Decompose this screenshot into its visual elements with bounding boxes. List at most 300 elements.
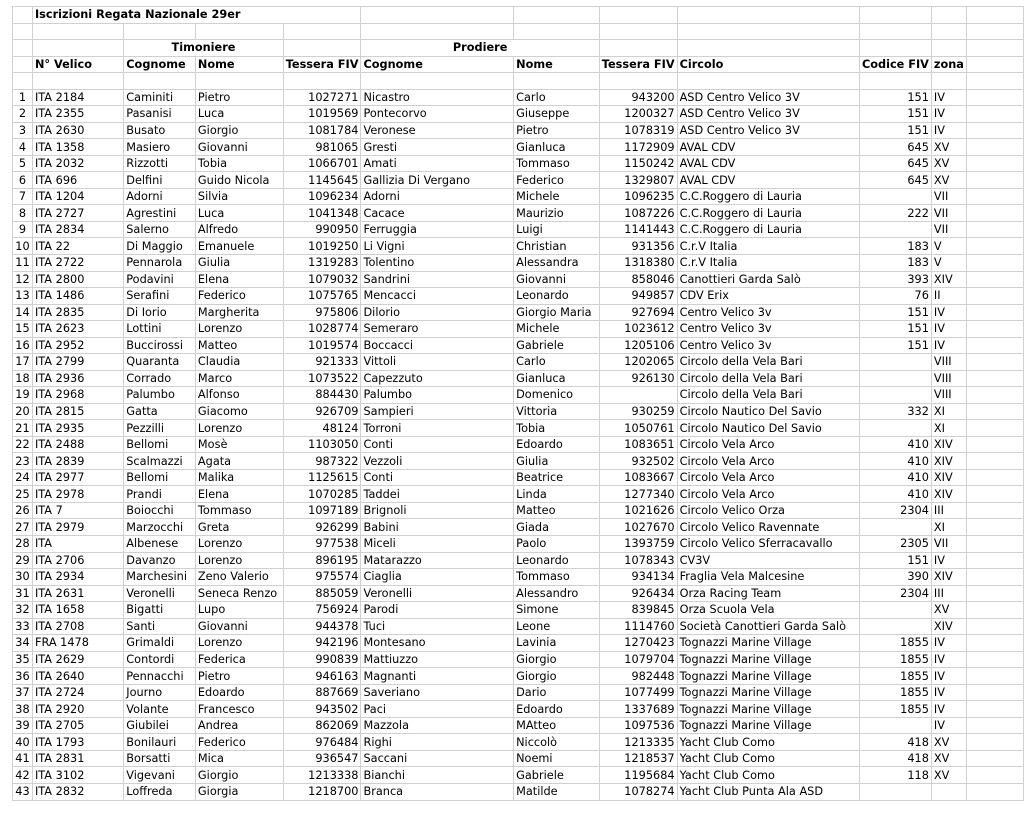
crew-card-cell[interactable]: 1078274: [599, 783, 677, 800]
crew-name-cell[interactable]: Gabriele: [514, 767, 600, 784]
crew-card-cell[interactable]: 1096235: [599, 188, 677, 205]
crew-surname-cell[interactable]: Brignoli: [361, 502, 514, 519]
cell[interactable]: [966, 238, 1023, 255]
cell[interactable]: [32, 73, 123, 90]
helmsman-surname-cell[interactable]: Quaranta: [124, 354, 196, 371]
club-cell[interactable]: Tognazzi Marine Village: [677, 684, 859, 701]
crew-name-cell[interactable]: Leone: [514, 618, 600, 635]
helmsman-surname-cell[interactable]: Podavini: [124, 271, 196, 288]
crew-surname-cell[interactable]: Adorni: [361, 188, 514, 205]
helmsman-card-cell[interactable]: 1019574: [283, 337, 361, 354]
club-code-cell[interactable]: 151: [859, 337, 931, 354]
helmsman-name-cell[interactable]: Lorenzo: [195, 420, 283, 437]
sail-number-cell[interactable]: FRA 1478: [32, 635, 123, 652]
club-code-cell[interactable]: [859, 717, 931, 734]
cell[interactable]: [966, 453, 1023, 470]
club-cell[interactable]: Circolo Vela Arco: [677, 453, 859, 470]
sail-number-cell[interactable]: ITA 2488: [32, 436, 123, 453]
crew-name-cell[interactable]: Pietro: [514, 122, 600, 139]
helmsman-card-cell[interactable]: 1103050: [283, 436, 361, 453]
zone-cell[interactable]: IV: [931, 701, 966, 718]
col-header-helmsman-card[interactable]: Tessera FIV: [283, 56, 361, 73]
cell[interactable]: [361, 23, 514, 40]
crew-card-cell[interactable]: 1218537: [599, 750, 677, 767]
helmsman-name-cell[interactable]: Francesco: [195, 701, 283, 718]
helmsman-surname-cell[interactable]: Pezzilli: [124, 420, 196, 437]
helmsman-card-cell[interactable]: 926709: [283, 403, 361, 420]
helmsman-card-cell[interactable]: 1041348: [283, 205, 361, 222]
helmsman-surname-cell[interactable]: Santi: [124, 618, 196, 635]
crew-surname-cell[interactable]: Saccani: [361, 750, 514, 767]
row-number-cell[interactable]: 21: [13, 420, 33, 437]
crew-surname-cell[interactable]: Boccacci: [361, 337, 514, 354]
helmsman-card-cell[interactable]: 1145645: [283, 172, 361, 189]
helmsman-card-cell[interactable]: 1073522: [283, 370, 361, 387]
zone-cell[interactable]: XV: [931, 750, 966, 767]
crew-card-cell[interactable]: 927694: [599, 304, 677, 321]
row-number-cell[interactable]: 32: [13, 602, 33, 619]
zone-cell[interactable]: XIV: [931, 486, 966, 503]
crew-name-cell[interactable]: Gabriele: [514, 337, 600, 354]
cell[interactable]: [966, 205, 1023, 222]
helmsman-card-cell[interactable]: 887669: [283, 684, 361, 701]
crew-card-cell[interactable]: 1318380: [599, 254, 677, 271]
crew-name-cell[interactable]: Alessandra: [514, 254, 600, 271]
cell[interactable]: [931, 73, 966, 90]
club-code-cell[interactable]: 410: [859, 436, 931, 453]
helmsman-card-cell[interactable]: 756924: [283, 602, 361, 619]
club-code-cell[interactable]: 151: [859, 106, 931, 123]
helmsman-surname-cell[interactable]: Caminiti: [124, 89, 196, 106]
cell[interactable]: [677, 40, 859, 57]
crew-surname-cell[interactable]: Ferruggia: [361, 221, 514, 238]
cell[interactable]: [13, 56, 33, 73]
club-code-cell[interactable]: 418: [859, 750, 931, 767]
sail-number-cell[interactable]: ITA 2724: [32, 684, 123, 701]
row-number-cell[interactable]: 8: [13, 205, 33, 222]
crew-surname-cell[interactable]: Paci: [361, 701, 514, 718]
crew-surname-cell[interactable]: Miceli: [361, 536, 514, 553]
crew-name-cell[interactable]: Gianluca: [514, 139, 600, 156]
helmsman-card-cell[interactable]: 896195: [283, 552, 361, 569]
helmsman-card-cell[interactable]: 1019250: [283, 238, 361, 255]
helmsman-surname-cell[interactable]: Palumbo: [124, 387, 196, 404]
cell[interactable]: [966, 618, 1023, 635]
helmsman-surname-cell[interactable]: Marchesini: [124, 569, 196, 586]
helmsman-name-cell[interactable]: Alfonso: [195, 387, 283, 404]
crew-surname-cell[interactable]: Amati: [361, 155, 514, 172]
club-cell[interactable]: ASD Centro Velico 3V: [677, 89, 859, 106]
row-number-cell[interactable]: 10: [13, 238, 33, 255]
crew-name-cell[interactable]: Gianluca: [514, 370, 600, 387]
cell[interactable]: [13, 7, 33, 24]
crew-name-cell[interactable]: Giorgio: [514, 668, 600, 685]
helmsman-name-cell[interactable]: Giovanni: [195, 618, 283, 635]
club-code-cell[interactable]: 151: [859, 122, 931, 139]
club-cell[interactable]: Centro Velico 3v: [677, 304, 859, 321]
crew-name-cell[interactable]: Giuseppe: [514, 106, 600, 123]
crew-name-cell[interactable]: Simone: [514, 602, 600, 619]
crew-card-cell[interactable]: 1083651: [599, 436, 677, 453]
crew-card-cell[interactable]: [599, 387, 677, 404]
helmsman-surname-cell[interactable]: Scalmazzi: [124, 453, 196, 470]
cell[interactable]: [13, 40, 33, 57]
helmsman-surname-cell[interactable]: Lottini: [124, 321, 196, 338]
club-code-cell[interactable]: 1855: [859, 668, 931, 685]
crew-card-cell[interactable]: 926130: [599, 370, 677, 387]
crew-card-cell[interactable]: 943200: [599, 89, 677, 106]
cell[interactable]: [966, 73, 1023, 90]
crew-card-cell[interactable]: 931356: [599, 238, 677, 255]
crew-surname-cell[interactable]: Vittoli: [361, 354, 514, 371]
zone-cell[interactable]: III: [931, 502, 966, 519]
club-cell[interactable]: Circolo Velico Sferracavallo: [677, 536, 859, 553]
row-number-cell[interactable]: 22: [13, 436, 33, 453]
club-cell[interactable]: Circolo Vela Arco: [677, 469, 859, 486]
crew-surname-cell[interactable]: Righi: [361, 734, 514, 751]
helmsman-name-cell[interactable]: Guido Nicola: [195, 172, 283, 189]
crew-name-cell[interactable]: Luigi: [514, 221, 600, 238]
zone-cell[interactable]: IV: [931, 684, 966, 701]
zone-cell[interactable]: XI: [931, 519, 966, 536]
row-number-cell[interactable]: 24: [13, 469, 33, 486]
club-code-cell[interactable]: 1855: [859, 701, 931, 718]
row-number-cell[interactable]: 6: [13, 172, 33, 189]
club-code-cell[interactable]: 390: [859, 569, 931, 586]
row-number-cell[interactable]: 39: [13, 717, 33, 734]
col-header-crew-surname[interactable]: Cognome: [361, 56, 514, 73]
crew-card-cell[interactable]: 1083667: [599, 469, 677, 486]
zone-cell[interactable]: VIII: [931, 354, 966, 371]
cell[interactable]: [966, 469, 1023, 486]
cell[interactable]: [966, 602, 1023, 619]
club-cell[interactable]: Centro Velico 3v: [677, 321, 859, 338]
helmsman-name-cell[interactable]: Zeno Valerio: [195, 569, 283, 586]
helmsman-card-cell[interactable]: 1066701: [283, 155, 361, 172]
club-cell[interactable]: Società Canottieri Garda Salò: [677, 618, 859, 635]
helmsman-name-cell[interactable]: Andrea: [195, 717, 283, 734]
crew-surname-cell[interactable]: Dilorio: [361, 304, 514, 321]
zone-cell[interactable]: IV: [931, 651, 966, 668]
row-number-cell[interactable]: 5: [13, 155, 33, 172]
club-cell[interactable]: Circolo Vela Arco: [677, 436, 859, 453]
club-cell[interactable]: C.r.V Italia: [677, 238, 859, 255]
cell[interactable]: [599, 7, 677, 24]
row-number-cell[interactable]: 31: [13, 585, 33, 602]
club-cell[interactable]: ASD Centro Velico 3V: [677, 106, 859, 123]
club-cell[interactable]: C.r.V Italia: [677, 254, 859, 271]
sail-number-cell[interactable]: ITA 2630: [32, 122, 123, 139]
crew-name-cell[interactable]: Beatrice: [514, 469, 600, 486]
row-number-cell[interactable]: 30: [13, 569, 33, 586]
cell[interactable]: [966, 321, 1023, 338]
row-number-cell[interactable]: 7: [13, 188, 33, 205]
helmsman-card-cell[interactable]: 990950: [283, 221, 361, 238]
helmsman-card-cell[interactable]: 1070285: [283, 486, 361, 503]
row-number-cell[interactable]: 25: [13, 486, 33, 503]
club-cell[interactable]: Circolo Velico Ravennate: [677, 519, 859, 536]
cell[interactable]: [931, 7, 966, 24]
crew-card-cell[interactable]: 926434: [599, 585, 677, 602]
crew-name-cell[interactable]: Maurizio: [514, 205, 600, 222]
club-code-cell[interactable]: 645: [859, 139, 931, 156]
crew-surname-cell[interactable]: Mazzola: [361, 717, 514, 734]
crew-card-cell[interactable]: 858046: [599, 271, 677, 288]
club-code-cell[interactable]: 418: [859, 734, 931, 751]
crew-surname-cell[interactable]: Cacace: [361, 205, 514, 222]
sail-number-cell[interactable]: ITA 2800: [32, 271, 123, 288]
row-number-cell[interactable]: 3: [13, 122, 33, 139]
cell[interactable]: [966, 635, 1023, 652]
crew-surname-cell[interactable]: Gallizia Di Vergano: [361, 172, 514, 189]
row-number-cell[interactable]: 36: [13, 668, 33, 685]
row-number-cell[interactable]: 20: [13, 403, 33, 420]
crew-surname-cell[interactable]: Torroni: [361, 420, 514, 437]
helmsman-card-cell[interactable]: 1213338: [283, 767, 361, 784]
crew-surname-cell[interactable]: Li Vigni: [361, 238, 514, 255]
sail-number-cell[interactable]: ITA 2623: [32, 321, 123, 338]
cell[interactable]: [859, 40, 931, 57]
club-cell[interactable]: Yacht Club Punta Ala ASD: [677, 783, 859, 800]
cell[interactable]: [677, 7, 859, 24]
zone-cell[interactable]: [931, 783, 966, 800]
club-code-cell[interactable]: 151: [859, 304, 931, 321]
cell[interactable]: [514, 23, 600, 40]
helmsman-name-cell[interactable]: Mosè: [195, 436, 283, 453]
cell[interactable]: [966, 370, 1023, 387]
helmsman-name-cell[interactable]: Federico: [195, 734, 283, 751]
club-code-cell[interactable]: 393: [859, 271, 931, 288]
club-code-cell[interactable]: 76: [859, 288, 931, 305]
club-code-cell[interactable]: 222: [859, 205, 931, 222]
crew-name-cell[interactable]: Carlo: [514, 89, 600, 106]
crew-name-cell[interactable]: Edoardo: [514, 436, 600, 453]
cell[interactable]: [966, 40, 1023, 57]
helmsman-surname-cell[interactable]: Borsatti: [124, 750, 196, 767]
crew-name-cell[interactable]: Vittoria: [514, 403, 600, 420]
crew-card-cell[interactable]: 1079704: [599, 651, 677, 668]
row-number-cell[interactable]: 1: [13, 89, 33, 106]
crew-card-cell[interactable]: 1277340: [599, 486, 677, 503]
helmsman-card-cell[interactable]: 942196: [283, 635, 361, 652]
col-header-crew-name[interactable]: Nome: [514, 56, 600, 73]
helmsman-name-cell[interactable]: Emanuele: [195, 238, 283, 255]
club-cell[interactable]: C.C.Roggero di Lauria: [677, 188, 859, 205]
cell[interactable]: [966, 502, 1023, 519]
helmsman-surname-cell[interactable]: Delfini: [124, 172, 196, 189]
cell[interactable]: [966, 668, 1023, 685]
sail-number-cell[interactable]: ITA 2835: [32, 304, 123, 321]
zone-cell[interactable]: VIII: [931, 370, 966, 387]
cell[interactable]: [859, 23, 931, 40]
helmsman-surname-cell[interactable]: Masiero: [124, 139, 196, 156]
zone-cell[interactable]: III: [931, 585, 966, 602]
row-number-cell[interactable]: 16: [13, 337, 33, 354]
helmsman-surname-cell[interactable]: Bigatti: [124, 602, 196, 619]
helmsman-surname-cell[interactable]: Bellomi: [124, 436, 196, 453]
club-cell[interactable]: Yacht Club Como: [677, 767, 859, 784]
zone-cell[interactable]: IV: [931, 337, 966, 354]
helmsman-card-cell[interactable]: 862069: [283, 717, 361, 734]
zone-cell[interactable]: XV: [931, 602, 966, 619]
cell[interactable]: [966, 7, 1023, 24]
sail-number-cell[interactable]: ITA 2032: [32, 155, 123, 172]
crew-surname-cell[interactable]: Montesano: [361, 635, 514, 652]
club-cell[interactable]: Circolo della Vela Bari: [677, 387, 859, 404]
helmsman-name-cell[interactable]: Giorgio: [195, 122, 283, 139]
helmsman-card-cell[interactable]: 1075765: [283, 288, 361, 305]
helmsman-name-cell[interactable]: Giovanni: [195, 139, 283, 156]
cell[interactable]: [966, 155, 1023, 172]
helmsman-card-cell[interactable]: 884430: [283, 387, 361, 404]
cell[interactable]: [599, 73, 677, 90]
club-code-cell[interactable]: 151: [859, 321, 931, 338]
crew-group-header[interactable]: Prodiere: [361, 40, 599, 57]
crew-card-cell[interactable]: 1023612: [599, 321, 677, 338]
row-number-cell[interactable]: 29: [13, 552, 33, 569]
cell[interactable]: [966, 684, 1023, 701]
crew-card-cell[interactable]: 1270423: [599, 635, 677, 652]
cell[interactable]: [966, 221, 1023, 238]
crew-card-cell[interactable]: 949857: [599, 288, 677, 305]
crew-name-cell[interactable]: Michele: [514, 321, 600, 338]
crew-name-cell[interactable]: Leonardo: [514, 552, 600, 569]
club-cell[interactable]: Tognazzi Marine Village: [677, 701, 859, 718]
sail-number-cell[interactable]: ITA 2920: [32, 701, 123, 718]
sail-number-cell[interactable]: ITA 2708: [32, 618, 123, 635]
club-cell[interactable]: Orza Scuola Vela: [677, 602, 859, 619]
cell[interactable]: [966, 767, 1023, 784]
crew-card-cell[interactable]: 1337689: [599, 701, 677, 718]
helmsman-surname-cell[interactable]: Bonilauri: [124, 734, 196, 751]
cell[interactable]: [966, 585, 1023, 602]
cell[interactable]: [13, 23, 33, 40]
crew-card-cell[interactable]: 1329807: [599, 172, 677, 189]
helmsman-name-cell[interactable]: Giorgio: [195, 767, 283, 784]
club-cell[interactable]: Circolo Nautico Del Savio: [677, 403, 859, 420]
crew-name-cell[interactable]: Matilde: [514, 783, 600, 800]
club-code-cell[interactable]: 1855: [859, 651, 931, 668]
cell[interactable]: [966, 188, 1023, 205]
sail-number-cell[interactable]: ITA 2631: [32, 585, 123, 602]
club-cell[interactable]: AVAL CDV: [677, 172, 859, 189]
club-cell[interactable]: Canottieri Garda Salò: [677, 271, 859, 288]
col-header-crew-card[interactable]: Tessera FIV: [599, 56, 677, 73]
sail-number-cell[interactable]: ITA 2834: [32, 221, 123, 238]
cell[interactable]: [677, 73, 859, 90]
cell[interactable]: [966, 783, 1023, 800]
row-number-cell[interactable]: 14: [13, 304, 33, 321]
zone-cell[interactable]: IV: [931, 321, 966, 338]
club-cell[interactable]: Circolo Velico Orza: [677, 502, 859, 519]
club-code-cell[interactable]: [859, 618, 931, 635]
sail-number-cell[interactable]: ITA 2979: [32, 519, 123, 536]
sail-number-cell[interactable]: ITA 2831: [32, 750, 123, 767]
crew-surname-cell[interactable]: Tolentino: [361, 254, 514, 271]
helmsman-surname-cell[interactable]: Agrestini: [124, 205, 196, 222]
crew-name-cell[interactable]: Tobia: [514, 420, 600, 437]
cell[interactable]: [283, 40, 361, 57]
crew-name-cell[interactable]: Giorgio Maria: [514, 304, 600, 321]
crew-card-cell[interactable]: 1202065: [599, 354, 677, 371]
cell[interactable]: [966, 139, 1023, 156]
row-number-cell[interactable]: 18: [13, 370, 33, 387]
helmsman-card-cell[interactable]: 987322: [283, 453, 361, 470]
cell[interactable]: [32, 40, 123, 57]
crew-surname-cell[interactable]: Palumbo: [361, 387, 514, 404]
helmsman-name-cell[interactable]: Lorenzo: [195, 635, 283, 652]
helmsman-surname-cell[interactable]: Pasanisi: [124, 106, 196, 123]
helmsman-surname-cell[interactable]: Albenese: [124, 536, 196, 553]
sail-number-cell[interactable]: ITA 2935: [32, 420, 123, 437]
helmsman-card-cell[interactable]: 977538: [283, 536, 361, 553]
sail-number-cell[interactable]: ITA 2706: [32, 552, 123, 569]
crew-name-cell[interactable]: Edoardo: [514, 701, 600, 718]
row-number-cell[interactable]: 37: [13, 684, 33, 701]
row-number-cell[interactable]: 19: [13, 387, 33, 404]
zone-cell[interactable]: IV: [931, 668, 966, 685]
cell[interactable]: [599, 23, 677, 40]
helmsman-card-cell[interactable]: 1079032: [283, 271, 361, 288]
sail-number-cell[interactable]: ITA: [32, 536, 123, 553]
col-header-zone[interactable]: zona: [931, 56, 966, 73]
sail-number-cell[interactable]: ITA 1793: [32, 734, 123, 751]
crew-surname-cell[interactable]: Capezzuto: [361, 370, 514, 387]
row-number-cell[interactable]: 35: [13, 651, 33, 668]
crew-surname-cell[interactable]: Saveriano: [361, 684, 514, 701]
crew-name-cell[interactable]: Leonardo: [514, 288, 600, 305]
helmsman-name-cell[interactable]: Edoardo: [195, 684, 283, 701]
crew-surname-cell[interactable]: Pontecorvo: [361, 106, 514, 123]
helmsman-name-cell[interactable]: Luca: [195, 205, 283, 222]
cell[interactable]: [599, 40, 677, 57]
helmsman-card-cell[interactable]: 975806: [283, 304, 361, 321]
helmsman-card-cell[interactable]: 1125615: [283, 469, 361, 486]
club-cell[interactable]: Tognazzi Marine Village: [677, 717, 859, 734]
helmsman-name-cell[interactable]: Marco: [195, 370, 283, 387]
club-code-cell[interactable]: [859, 370, 931, 387]
zone-cell[interactable]: VII: [931, 536, 966, 553]
helmsman-surname-cell[interactable]: Grimaldi: [124, 635, 196, 652]
sail-number-cell[interactable]: ITA 22: [32, 238, 123, 255]
crew-card-cell[interactable]: 982448: [599, 668, 677, 685]
cell[interactable]: [931, 23, 966, 40]
crew-name-cell[interactable]: Giulia: [514, 453, 600, 470]
sail-number-cell[interactable]: ITA 2184: [32, 89, 123, 106]
helmsman-name-cell[interactable]: Tobia: [195, 155, 283, 172]
sail-number-cell[interactable]: ITA 2705: [32, 717, 123, 734]
sail-number-cell[interactable]: ITA 1358: [32, 139, 123, 156]
helmsman-card-cell[interactable]: 1097189: [283, 502, 361, 519]
helmsman-card-cell[interactable]: 943502: [283, 701, 361, 718]
helmsman-name-cell[interactable]: Elena: [195, 271, 283, 288]
row-number-cell[interactable]: 9: [13, 221, 33, 238]
cell[interactable]: [966, 519, 1023, 536]
club-code-cell[interactable]: [859, 519, 931, 536]
cell[interactable]: [361, 7, 514, 24]
crew-name-cell[interactable]: Federico: [514, 172, 600, 189]
cell[interactable]: [195, 73, 283, 90]
club-cell[interactable]: Circolo della Vela Bari: [677, 370, 859, 387]
helmsman-name-cell[interactable]: Luca: [195, 106, 283, 123]
zone-cell[interactable]: V: [931, 254, 966, 271]
club-code-cell[interactable]: [859, 221, 931, 238]
row-number-cell[interactable]: 34: [13, 635, 33, 652]
cell[interactable]: [966, 387, 1023, 404]
crew-name-cell[interactable]: Lavinia: [514, 635, 600, 652]
sail-number-cell[interactable]: ITA 2727: [32, 205, 123, 222]
crew-surname-cell[interactable]: Gresti: [361, 139, 514, 156]
